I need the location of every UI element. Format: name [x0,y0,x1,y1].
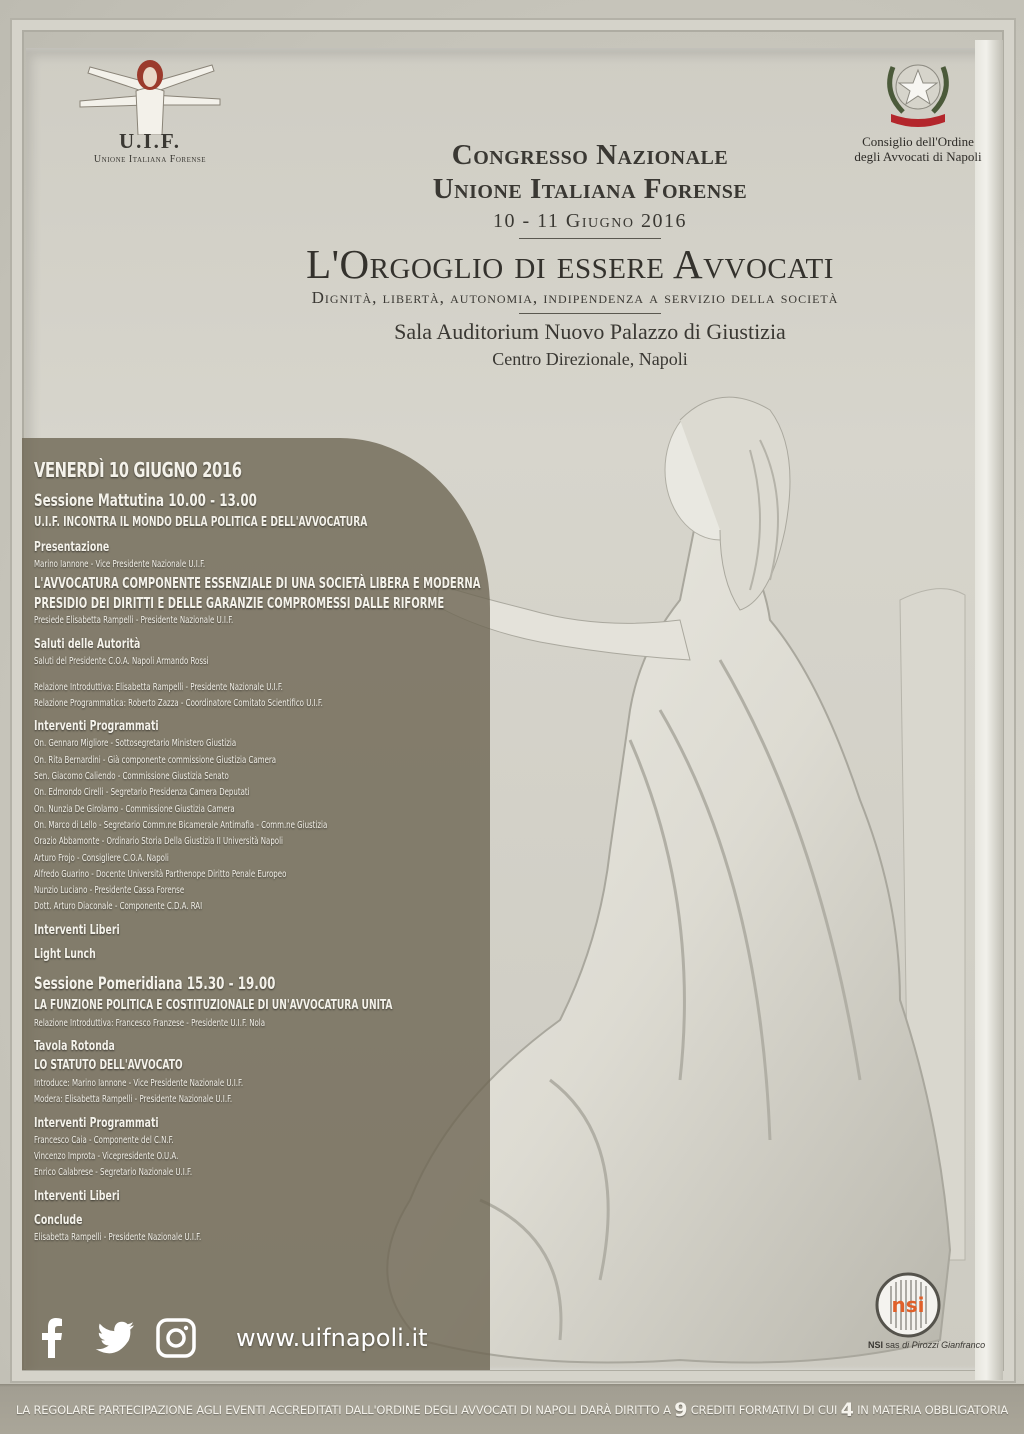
title-congress: Congresso Nazionale [451,139,729,171]
vitruvian-man-icon [60,55,240,135]
event-headline: L'Orgoglio di essere Avvocati [306,241,834,287]
event-location: Centro Direzionale, Napoli [492,349,688,369]
mandatory-credits-count: 4 [840,1399,854,1421]
nsi-owner: di Pirozzi Gianfranco [902,1340,986,1350]
saluti-line: Saluti del Presidente C.O.A. Napoli Armando Rossi [34,655,209,667]
website-link[interactable]: www.uifnapoli.it [236,1324,428,1352]
event-venue: Sala Auditorium Nuovo Palazzo di Giustizia [394,319,786,344]
notice-text: LA REGOLARE PARTECIPAZIONE AGLI EVENTI ACCREDITATI DALL'ORDINE DEGLI AVVOCATI DI NAPOLI DARÀ DIRITTO A [15,1403,675,1417]
presentazione-speaker: Marino Iannone - Vice Presidente Nazionale U.I.F. [34,559,206,570]
interventi-liberi-heading: Interventi Liberi [34,1188,120,1204]
svg-text:nsi: nsi [891,1293,925,1317]
theme-line: PRESIDIO DEI DIRITTI E DELLE GARANZIE COMPROMESSI DALLE RIFORME [34,594,445,613]
repubblica-italiana-emblem-icon [873,52,963,132]
speaker-item: Francesco Caia - Componente del C.N.F. [34,1134,174,1146]
speaker-item: Vincenzo Improta - Vicepresidente O.U.A. [34,1150,179,1162]
speaker-item: Sen. Giacomo Caliendo - Commissione Giustizia Senato [34,771,229,783]
event-subtitle: Dignità, libertà, autonomia, indipendenza a servizio della società [311,288,839,307]
speaker-item: On. Nunzia De Girolamo - Commissione Giustizia Camera [34,803,235,815]
nsi-sponsor-logo [870,1272,990,1350]
relazione-programmatica: Relazione Programmatica: Roberto Zazza - Coordinatore Comitato Scientifico U.I.F. [34,698,323,710]
speaker-item: Alfredo Guarino - Docente Università Parthenope Diritto Penale Europeo [34,868,287,880]
speaker-item: Nunzio Luciano - Presidente Cassa Forense [34,885,185,897]
uif-logo [60,55,240,165]
nsi-caption [868,1340,990,1350]
relazione-introduttiva: Relazione Introduttiva: Francesco Franzese - Presidente U.I.F. Nola [34,1017,266,1029]
presentazione-heading: Presentazione [34,540,110,555]
program-schedule [34,455,494,1246]
uif-full-name: Unione Italiana Forense [93,154,207,165]
event-dates: 10 - 11 Giugno 2016 [493,210,687,232]
tavola-rotonda-title: LO STATUTO DELL'AVVOCATO [34,1058,183,1074]
nsi-name: NSI [868,1340,884,1350]
introduce-line: Introduce: Marino Iannone - Vice Presidente Nazionale U.I.F. [34,1078,244,1090]
relazione-introduttiva: Relazione Introduttiva: Elisabetta Rampelli - Presidente Nazionale U.I.F. [34,681,283,693]
twitter-icon[interactable] [94,1318,134,1358]
speaker-item: Dott. Arturo Diaconale - Componente C.D.A. RAI [34,901,203,913]
coa-line2: degli Avvocati di Napoli [854,149,982,164]
uif-abbreviation: U.I.F. [119,129,181,153]
afternoon-session-title: Sessione Pomeridiana 15.30 - 19.00 [34,973,276,994]
spacer [34,670,494,680]
divider [519,238,661,239]
nsi-badge-icon [875,1272,941,1338]
morning-topic: U.I.F. INCONTRA IL MONDO DELLA POLITICA E DELL'AVVOCATURA [34,515,368,530]
social-links [32,1316,428,1360]
speaker-item: On. Marco di Lello - Segretario Comm.ne Bicamerale Antimafia - Comm.ne Giustizia [34,819,328,831]
nsi-suffix: sas [885,1340,900,1350]
credits-count: 9 [674,1399,688,1421]
program-day: VENERDÌ 10 GIUGNO 2016 [34,458,242,482]
conclude-speaker: Elisabetta Rampelli - Presidente Nazionale U.I.F. [34,1231,202,1243]
presiede-line: Presiede Elisabetta Rampelli - Presidente Nazionale U.I.F. [34,615,234,627]
modera-line: Modera: Elisabetta Rampelli - Presidente Nazionale U.I.F. [34,1094,233,1106]
theme-line: L'AVVOCATURA COMPONENTE ESSENZIALE DI UNA SOCIETÀ LIBERA E MODERNA [34,574,481,593]
title-organization: Unione Italiana Forense [432,173,748,205]
tavola-rotonda-heading: Tavola Rotonda [34,1039,115,1055]
speaker-item: Arturo Frojo - Consigliere C.O.A. Napoli [34,852,169,864]
facebook-icon[interactable] [32,1318,72,1358]
notice-text: CREDITI FORMATIVI DI CUI [687,1403,841,1417]
light-lunch-heading: Light Lunch [34,946,96,962]
conclude-heading: Conclude [34,1212,83,1228]
divider [519,313,661,314]
saluti-heading: Saluti delle Autorità [34,636,141,652]
notice-text: IN MATERIA OBBLIGATORIA [853,1403,1009,1417]
instagram-icon[interactable] [156,1318,196,1358]
morning-session-title: Sessione Mattutina 10.00 - 13.00 [34,491,257,511]
speaker-item: On. Edmondo Cirelli - Segretario Presidenza Camera Deputati [34,787,250,799]
event-title-block [250,138,930,372]
coa-line1: Consiglio dell'Ordine [862,134,974,149]
interventi-liberi-heading: Interventi Liberi [34,922,120,938]
speaker-item: Orazio Abbamonte - Ordinario Storia Della Giustizia II Università Napoli [34,836,283,848]
credits-notice [0,1399,1024,1421]
speaker-item: On. Rita Bernardini - Già componente commissione Giustizia Camera [34,754,277,766]
interventi-heading: Interventi Programmati [34,719,159,735]
interventi-heading: Interventi Programmati [34,1115,159,1131]
speaker-item: On. Gennaro Migliore - Sottosegretario Ministero Giustizia [34,738,237,750]
afternoon-topic: LA FUNZIONE POLITICA E COSTITUZIONALE DI UN'AVVOCATURA UNITA [34,997,393,1013]
speaker-item: Enrico Calabrese - Segretario Nazionale U.I.F. [34,1167,193,1179]
